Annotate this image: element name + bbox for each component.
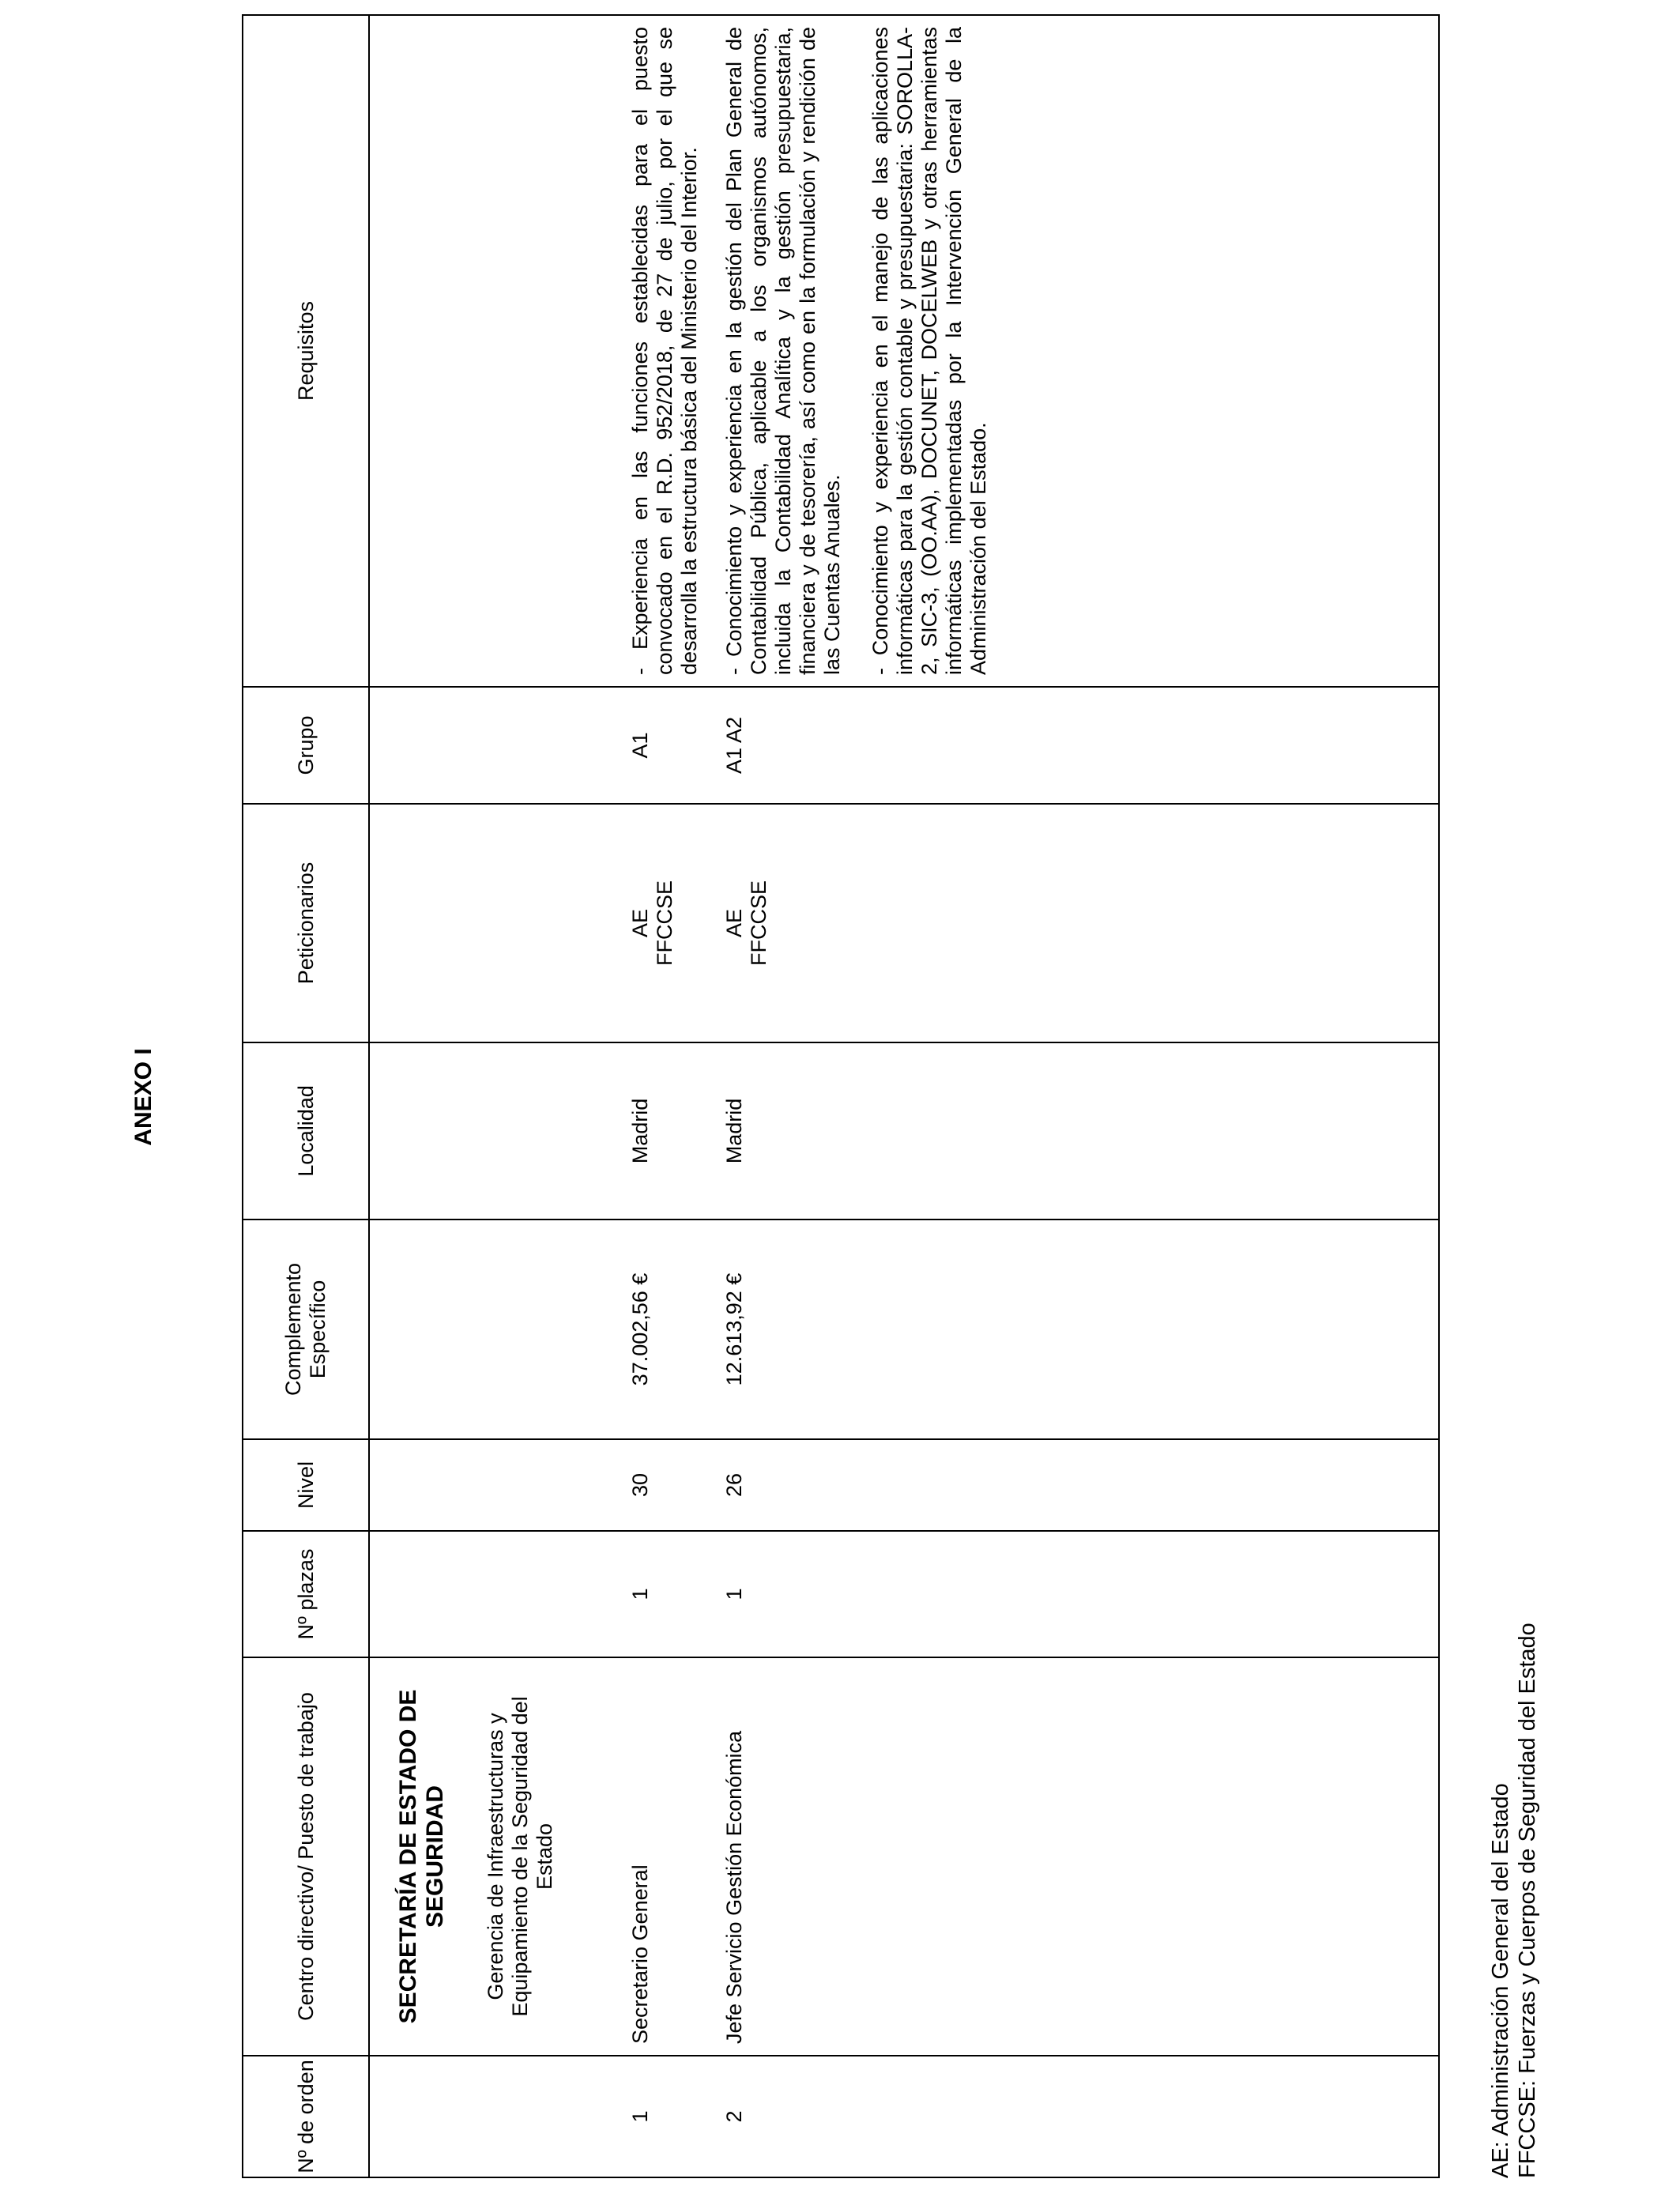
section-row (369, 15, 616, 2177)
requisito-text: - Conocimiento y experiencia en la gestión del Plan General de Contabilidad Pública, aplicable a los organismos autónomos, incluida la Contabilidad Analítica y la gestión presupuestaria, financiera y de tesorería, así como en la formulación y rendición de las Cuentas Anuales. (722, 27, 844, 675)
row-grupo: A1 A2 (710, 687, 1439, 804)
row-orden: 1 (616, 2056, 710, 2177)
table-row (616, 15, 710, 2177)
row-puesto: Jefe Servicio Gestión Económica (710, 1657, 1439, 2056)
positions-table (242, 14, 1440, 2178)
row-localidad: Madrid (616, 1042, 710, 1220)
header-requisitos: Requisitos (243, 15, 369, 687)
row-nivel: 26 (710, 1439, 1439, 1531)
header-plazas: Nº plazas (243, 1531, 369, 1657)
row-plazas: 1 (710, 1531, 1439, 1657)
row-grupo: A1 (616, 687, 710, 804)
section-title: SECRETARÍA DE ESTADO DE SEGURIDAD (395, 1689, 448, 2024)
header-row (243, 15, 369, 2177)
requisito-text: - Experiencia en las funciones establecidas para el puesto convocado en el R.D. 952/2018, de 27 de julio, por el que se desarrolla la estructura básica del Ministerio del Interior. (628, 27, 701, 675)
row-complemento: 37.002,56 € (616, 1220, 710, 1439)
peticionario-ae: AE (628, 908, 652, 938)
header-complemento: Complemento Específico (243, 1220, 369, 1439)
requisito-text: - Conocimiento y experiencia en el manejo de las aplicaciones informáticas para la gestión contable y presupuestaria: SOROLLA-2, SIC-3, (OO.AA), DOCUNET, DOCELWEB y otras herramientas informáticas implementadas por la Intervención General de la Administración del Estado. (868, 27, 990, 675)
footer-note-ffccse: FFCCSE: Fuerzas y Cuerpos de Seguridad del Estado (1515, 1623, 1540, 2178)
peticionario-ffccse: FFCCSE (653, 880, 676, 966)
table-row (710, 15, 1439, 2177)
header-grupo: Grupo (243, 687, 369, 804)
row-nivel: 30 (616, 1439, 710, 1531)
row-complemento: 12.613,92 € (710, 1220, 1439, 1439)
footer-notes (1487, 1623, 1541, 2178)
row-puesto: Secretario General (616, 1657, 710, 2056)
header-nivel: Nivel (243, 1439, 369, 1531)
header-orden: Nº de orden (243, 2056, 369, 2177)
subsection-title: Gerencia de Infraestructuras y Equipamiento de la Seguridad del Estado (484, 1696, 556, 2017)
row-orden: 2 (710, 2056, 1439, 2177)
peticionario-ae: AE (722, 908, 746, 938)
annex-title: ANEXO I (130, 1048, 156, 1146)
footer-note-ae: AE: Administración General del Estado (1488, 1783, 1513, 2178)
row-peticionarios (616, 804, 710, 1042)
header-localidad: Localidad (243, 1042, 369, 1220)
row-localidad: Madrid (710, 1042, 1439, 1220)
row-requisitos (710, 15, 1439, 687)
row-plazas: 1 (616, 1531, 710, 1657)
header-centro: Centro directivo/ Puesto de trabajo (243, 1657, 369, 2056)
row-requisitos (616, 15, 710, 687)
header-peticionarios: Peticionarios (243, 804, 369, 1042)
peticionario-ffccse: FFCCSE (747, 880, 770, 966)
section-cell (369, 1657, 616, 2056)
row-peticionarios (710, 804, 1439, 1042)
